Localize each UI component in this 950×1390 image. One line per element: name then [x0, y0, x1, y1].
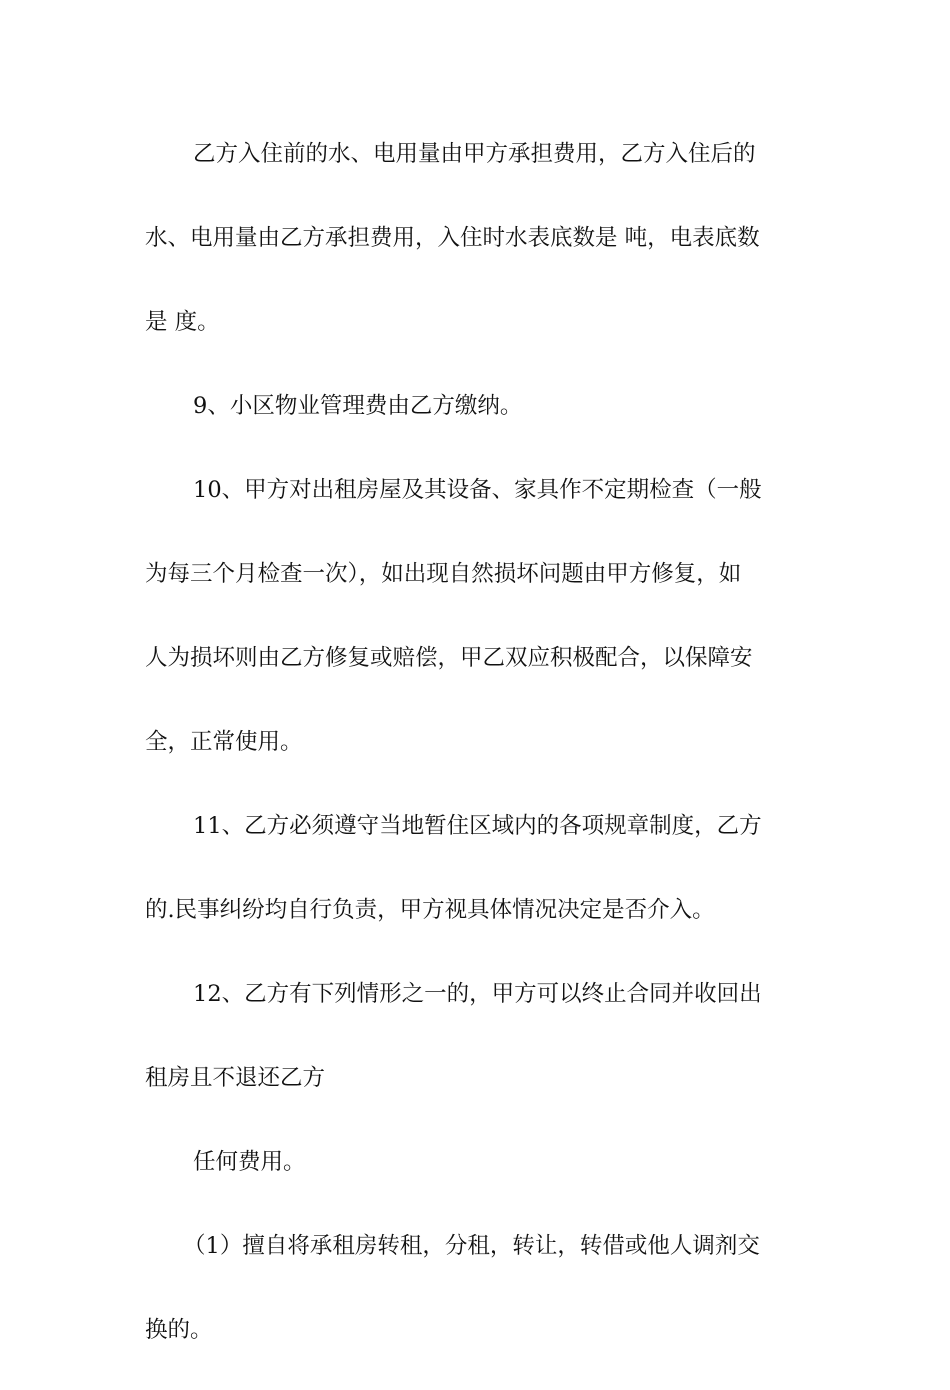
paragraph-line: （1）擅自将承租房转租，分租，转让，转借或他人调剂交	[183, 1233, 760, 1259]
paragraph-line: 是 度。	[145, 309, 220, 335]
paragraph-line: 乙方入住前的水、电用量由甲方承担费用，乙方入住后的	[193, 141, 756, 167]
paragraph-line: 9、小区物业管理费由乙方缴纳。	[193, 393, 523, 419]
paragraph-line: 任何费用。	[193, 1149, 306, 1175]
paragraph-line: 人为损坏则由乙方修复或赔偿，甲乙双应积极配合，以保障安	[145, 645, 753, 671]
paragraph-line: 的.民事纠纷均自行负责，甲方视具体情况决定是否介入。	[145, 897, 715, 923]
document-body	[145, 130, 810, 1390]
paragraph-line: 换的。	[145, 1317, 213, 1343]
paragraph-line: 10、甲方对出租房屋及其设备、家具作不定期检查（一般	[193, 477, 762, 503]
paragraph-line: 水、电用量由乙方承担费用，入住时水表底数是 吨，电表底数	[145, 225, 760, 251]
paragraph-line: 租房且不退还乙方	[145, 1065, 326, 1091]
paragraph-line: 11、乙方必须遵守当地暂住区域内的各项规章制度，乙方	[193, 813, 762, 839]
paragraph-line: 12、乙方有下列情形之一的，甲方可以终止合同并收回出	[193, 981, 762, 1007]
paragraph-line: 全，正常使用。	[145, 729, 303, 755]
paragraph-line: 为每三个月检查一次），如出现自然损坏问题由甲方修复，如	[145, 561, 742, 587]
